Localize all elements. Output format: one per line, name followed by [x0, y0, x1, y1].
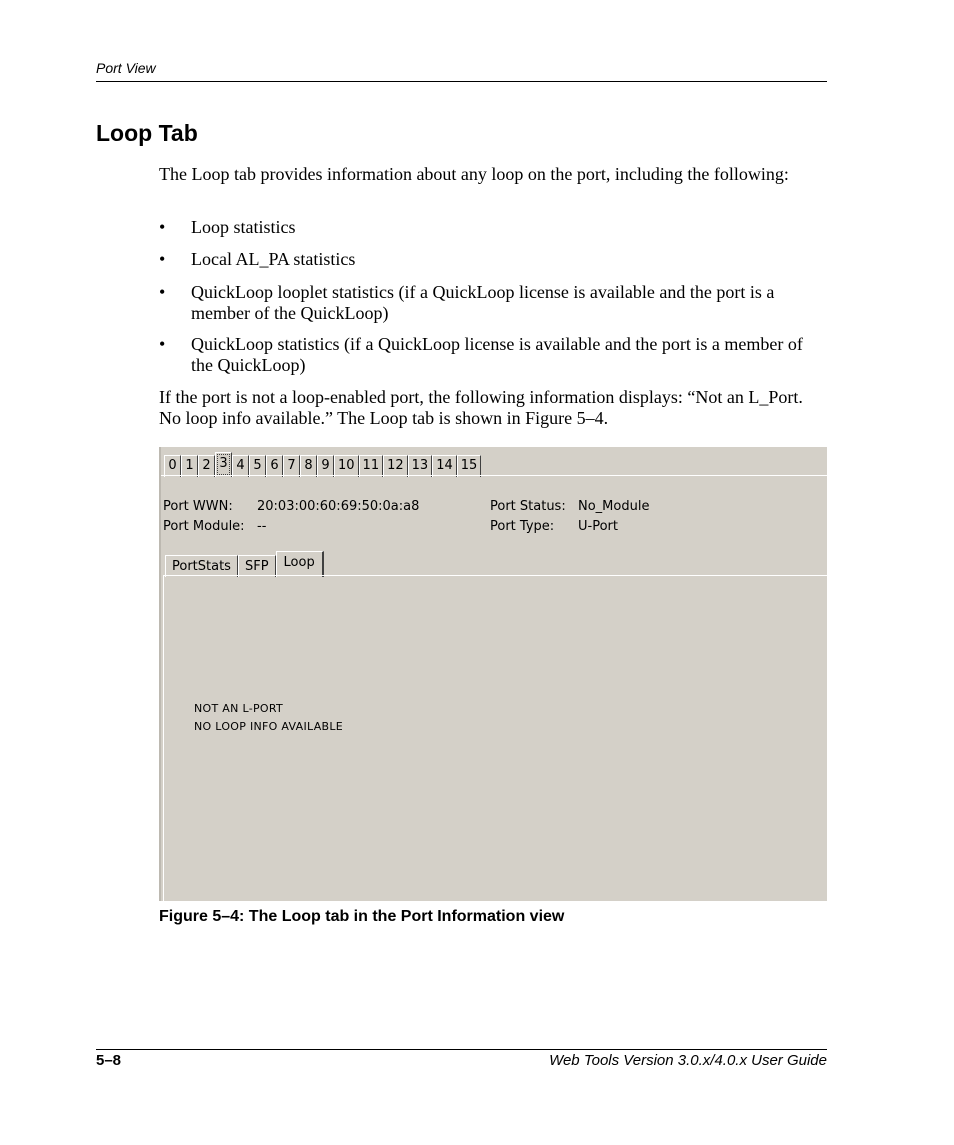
intro-paragraph: The Loop tab provides information about any loop on the port, including the following: [159, 164, 789, 184]
tab-loop[interactable]: Loop [276, 551, 324, 577]
tab-port-4[interactable]: 4 [232, 455, 249, 477]
content-edge [163, 575, 164, 901]
port-wwn-label: Port WWN: [163, 499, 233, 514]
running-header: Port View [96, 60, 156, 76]
footer-rule [96, 1049, 827, 1050]
port-module-label: Port Module: [163, 519, 245, 534]
bullet-symbol: • [159, 334, 166, 354]
section-title: Loop Tab [96, 120, 198, 146]
tab-port-8[interactable]: 8 [300, 455, 317, 477]
tab-port-0[interactable]: 0 [164, 455, 181, 477]
tab-port-2[interactable]: 2 [198, 455, 215, 477]
tab-port-6[interactable]: 6 [266, 455, 283, 477]
bullet-symbol: • [159, 217, 166, 237]
info-tab-strip [165, 551, 324, 577]
header-rule [96, 81, 827, 82]
tab-port-1[interactable]: 1 [181, 455, 198, 477]
followup-paragraph: If the port is not a loop-enabled port, the following information displays: “Not an L_Port. No loop info available.” The Loop tab is shown in Figure 5–4. [159, 387, 803, 428]
port-type-value: U-Port [578, 519, 618, 534]
port-wwn-value: 20:03:00:60:69:50:0a:a8 [257, 499, 420, 514]
tab-port-15[interactable]: 15 [457, 455, 482, 477]
guide-title: Web Tools Version 3.0.x/4.0.x User Guide [549, 1052, 827, 1069]
bullet-symbol: • [159, 282, 166, 302]
not-l-port-message: NOT AN L-PORT [194, 702, 284, 715]
figure-caption: Figure 5–4: The Loop tab in the Port Information view [159, 908, 565, 925]
tab-port-12[interactable]: 12 [383, 455, 408, 477]
bullet-text: QuickLoop looplet statistics (if a QuickLoop license is available and the port is a member of the QuickLoop) [191, 282, 775, 323]
port-status-value: No_Module [578, 499, 650, 514]
port-module-value: -- [257, 519, 267, 534]
tab-port-14[interactable]: 14 [432, 455, 457, 477]
tab-port-13[interactable]: 13 [408, 455, 433, 477]
tab-port-10[interactable]: 10 [334, 455, 359, 477]
tab-port-5[interactable]: 5 [249, 455, 266, 477]
port-type-label: Port Type: [490, 519, 555, 534]
tab-port-3[interactable]: 3 [215, 452, 232, 477]
bullet-symbol: • [159, 249, 166, 269]
panel-edge [159, 447, 161, 901]
info-tab-divider [163, 575, 827, 576]
tab-port-11[interactable]: 11 [359, 455, 384, 477]
port-tab-strip [164, 452, 481, 476]
bullet-text: Loop statistics [191, 217, 296, 237]
no-loop-info-message: NO LOOP INFO AVAILABLE [194, 720, 344, 733]
tab-sfp[interactable]: SFP [238, 555, 276, 577]
tab-port-7[interactable]: 7 [283, 455, 300, 477]
tab-portstats[interactable]: PortStats [165, 555, 238, 577]
bullet-text: QuickLoop statistics (if a QuickLoop license is available and the port is a member of the QuickLoop) [191, 334, 803, 375]
loop-tab-screenshot [159, 447, 827, 901]
port-status-label: Port Status: [490, 499, 566, 514]
page-number: 5–8 [96, 1052, 122, 1069]
tab-port-9[interactable]: 9 [317, 455, 334, 477]
bullet-text: Local AL_PA statistics [191, 249, 356, 269]
port-tab-divider [161, 475, 827, 476]
